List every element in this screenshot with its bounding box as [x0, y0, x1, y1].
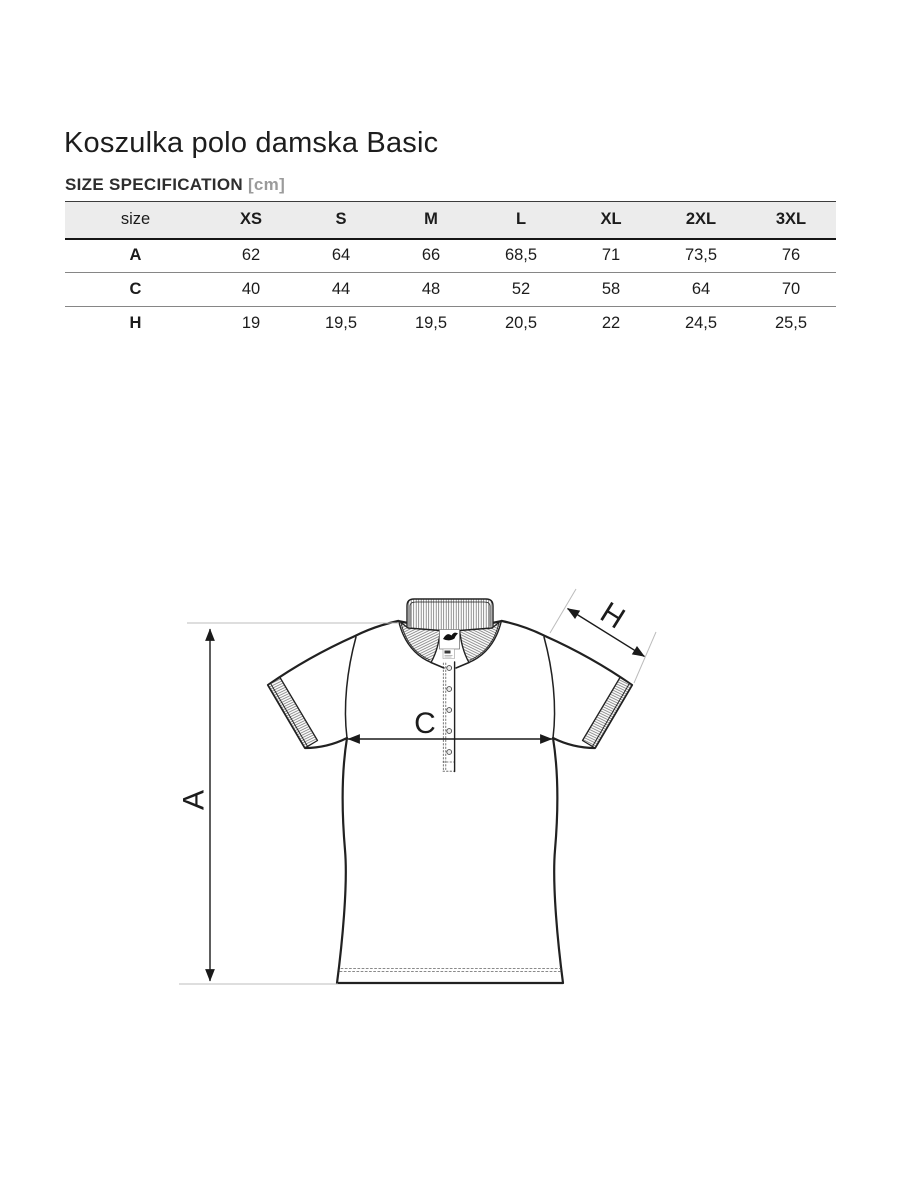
size-table	[65, 201, 836, 341]
button	[447, 750, 452, 755]
button	[447, 687, 452, 692]
row-label-c: C	[129, 280, 142, 298]
table-row-c	[65, 273, 836, 307]
column-header-l: L	[515, 210, 527, 229]
polo-shirt-drawing	[268, 599, 632, 983]
collar-band	[407, 599, 493, 633]
table-cell: 68,5	[504, 246, 538, 265]
table-row-a	[65, 239, 836, 273]
column-header-xl: XL	[600, 210, 622, 229]
button	[447, 666, 452, 671]
table-cell: 19,5	[414, 314, 448, 333]
table-cell: 48	[421, 280, 441, 298]
table-cell: 25,5	[774, 314, 808, 333]
column-header-m: M	[424, 210, 438, 229]
table-cell: 58	[601, 280, 621, 298]
button	[447, 708, 452, 713]
table-cell: 20,5	[504, 314, 538, 333]
table-cell: 73,5	[684, 246, 718, 265]
table-cell: 40	[241, 280, 261, 298]
page-title: Koszulka polo damska Basic	[64, 127, 439, 159]
button	[447, 729, 452, 734]
spec-heading-text: SIZE SPECIFICATION	[65, 175, 243, 194]
row-label-a: A	[129, 246, 142, 265]
table-cell: 64	[331, 246, 351, 265]
table-cell: 19	[241, 314, 261, 333]
column-header-size: size	[120, 210, 151, 229]
column-header-s: S	[335, 210, 347, 229]
table-cell: 19,5	[324, 314, 358, 333]
table-cell: 62	[241, 246, 261, 265]
button-placket	[442, 662, 456, 772]
dimension-label-sleeve: H	[594, 596, 631, 636]
table-cell: 70	[781, 280, 801, 298]
table-cell: 66	[421, 246, 441, 265]
extension-line-sleeve-end	[634, 632, 656, 683]
table-cell: 44	[331, 280, 351, 298]
column-header-2xl: 2XL	[685, 210, 717, 229]
table-row-h	[65, 307, 836, 341]
table-cell: 71	[601, 246, 621, 265]
table-header-row	[65, 202, 836, 239]
table-cell: 76	[781, 246, 801, 265]
column-header-xs: XS	[239, 210, 262, 229]
table-cell: 52	[511, 280, 531, 298]
table-cell: 24,5	[684, 314, 718, 333]
column-header-3xl: 3XL	[775, 210, 807, 229]
spec-unit: [cm]	[247, 175, 286, 194]
table-cell: 64	[691, 280, 711, 298]
dimension-label-length: A	[177, 789, 211, 811]
dimension-label-chest: C	[414, 707, 436, 740]
table-cell: 22	[601, 314, 621, 333]
row-label-h: H	[129, 314, 142, 333]
